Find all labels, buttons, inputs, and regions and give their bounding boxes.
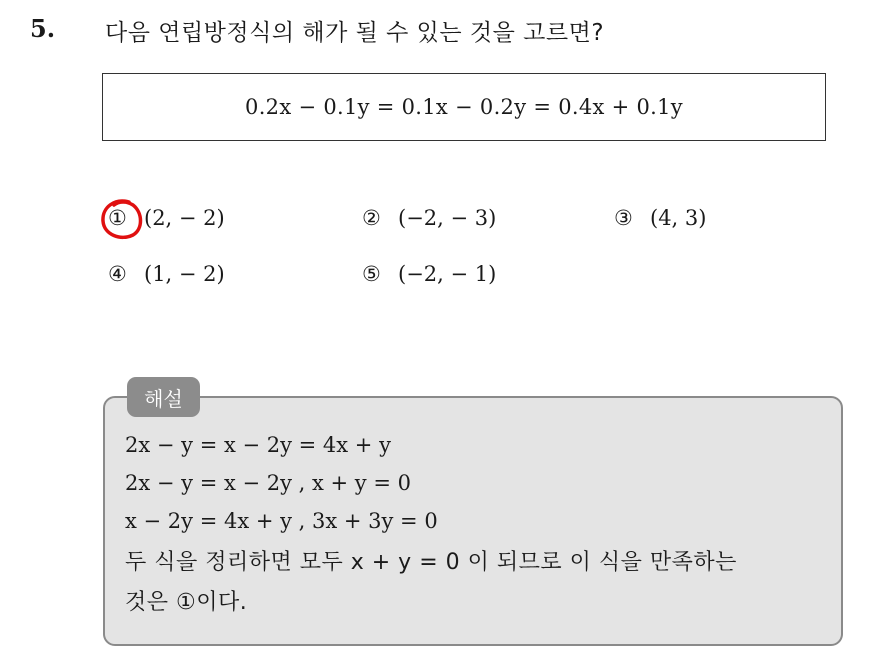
choice-number: ① [108,206,127,230]
choice-2[interactable] [362,206,496,230]
question-text: 다음 연립방정식의 해가 될 수 있는 것을 고르면? [105,20,605,46]
choice-number: ③ [614,206,633,230]
choice-value: (−2, − 3) [398,206,497,230]
solution-line-2: 2x − y = x − 2y , x + y = 0 [125,471,411,495]
choice-number: ⑤ [362,262,381,286]
solution-tab: 해설 [127,377,200,417]
choice-number: ④ [108,262,127,286]
choice-value: (−2, − 1) [398,262,497,286]
solution-line-3: x − 2y = 4x + y , 3x + 3y = 0 [125,509,438,533]
solution-text-1: 두 식을 정리하면 모두 x + y = 0 이 되므로 이 식을 만족하는 [125,550,737,575]
choice-3[interactable] [614,206,706,230]
choice-value: (4, 3) [650,206,707,230]
choice-1[interactable] [108,206,225,230]
choice-number: ② [362,206,381,230]
solution-text-2: 것은 ①이다. [125,590,248,615]
equation: 0.2x − 0.1y = 0.1x − 0.2y = 0.4x + 0.1y [245,95,683,119]
choice-value: (2, − 2) [144,206,225,230]
choice-5[interactable] [362,262,496,286]
solution-line-1: 2x − y = x − 2y = 4x + y [125,433,391,457]
question-number: 5. [30,14,56,43]
equation-box [102,73,826,141]
choice-value: (1, − 2) [144,262,225,286]
choice-4[interactable] [108,262,225,286]
